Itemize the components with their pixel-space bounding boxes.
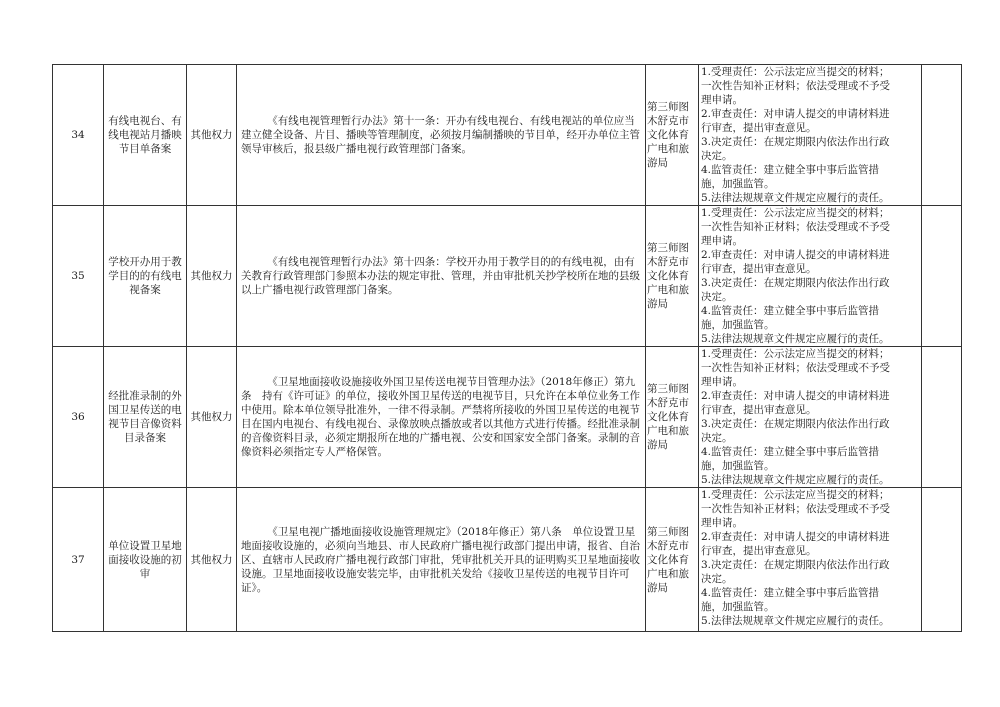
responsibility-line: 行审查，提出审查意见。 <box>701 545 817 557</box>
table-body <box>53 65 962 632</box>
responsibility-line: 理申请。 <box>701 376 743 388</box>
legal-basis-cell <box>237 488 646 632</box>
responsibility-line: 5.法律法规规章文件规定应履行的责任。 <box>701 474 890 486</box>
responsibility-line: 2.审查责任：对申请人提交的申请材料进 <box>701 531 890 543</box>
row-number-cell: 35 <box>53 206 104 347</box>
responsibility-line: 决定。 <box>701 432 733 444</box>
table-row <box>53 65 962 206</box>
remarks-cell <box>922 347 962 488</box>
power-list-table <box>52 64 962 632</box>
responsibility-line: 施，加强监管。 <box>701 460 775 472</box>
responsibility-cell <box>699 347 922 488</box>
responsibility-line: 一次性告知补正材料；依法受理或不予受 <box>701 362 890 374</box>
responsibility-line: 5.法律法规规章文件规定应履行的责任。 <box>701 333 890 345</box>
legal-basis-cell <box>237 206 646 347</box>
responsibility-line: 行审查，提出审查意见。 <box>701 122 817 134</box>
responsibility-line: 3.决定责任：在规定期限内依法作出行政 <box>701 418 890 430</box>
power-list-table-region <box>52 64 961 632</box>
responsibility-line: 2.审查责任：对申请人提交的申请材料进 <box>701 390 890 402</box>
responsibility-line: 施，加强监管。 <box>701 601 775 613</box>
responsibility-line: 行审查，提出审查意见。 <box>701 263 817 275</box>
legal-basis-text: 《卫星电视广播地面接收设施管理规定》（2018年修正）第八条 单位设置卫星地面接收设施的，必须向当地县、市人民政府广播电视行政部门提出申请，报省、自治区、直辖市人民政府广播电视行政部门审批，凭审批机关开具的证明购买卫星地面接收设施。卫星地面接收设施安装完毕，由审批机关发给《接收卫星传送的电视节目许可证》。 <box>241 525 640 594</box>
power-type-cell: 其他权力 <box>187 347 237 488</box>
table-row <box>53 206 962 347</box>
responsibility-line: 5.法律法规规章文件规定应履行的责任。 <box>701 192 890 204</box>
department-cell: 第三师图木舒克市文化体育广电和旅游局 <box>646 206 699 347</box>
responsibility-line: 5.法律法规规章文件规定应履行的责任。 <box>701 615 890 627</box>
responsibility-line: 理申请。 <box>701 517 743 529</box>
department-cell: 第三师图木舒克市文化体育广电和旅游局 <box>646 488 699 632</box>
item-name-cell: 学校开办用于教学目的的有线电视备案 <box>104 206 187 347</box>
responsibility-line: 4.监管责任：建立健全事中事后监管措 <box>701 305 880 317</box>
responsibility-line: 1.受理责任：公示法定应当提交的材料； <box>701 207 890 219</box>
row-number-cell: 37 <box>53 488 104 632</box>
responsibility-line: 施，加强监管。 <box>701 319 775 331</box>
row-number-cell: 36 <box>53 347 104 488</box>
responsibility-line: 一次性告知补正材料；依法受理或不予受 <box>701 503 890 515</box>
responsibility-line: 3.决定责任：在规定期限内依法作出行政 <box>701 559 890 571</box>
responsibility-line: 1.受理责任：公示法定应当提交的材料； <box>701 66 890 78</box>
responsibility-line: 决定。 <box>701 291 733 303</box>
responsibility-line: 2.审查责任：对申请人提交的申请材料进 <box>701 108 890 120</box>
item-name-cell: 有线电视台、有线电视站月播映节目单备案 <box>104 65 187 206</box>
responsibility-cell <box>699 488 922 632</box>
responsibility-line: 1.受理责任：公示法定应当提交的材料； <box>701 348 890 360</box>
power-type-cell: 其他权力 <box>187 488 237 632</box>
row-number-cell: 34 <box>53 65 104 206</box>
power-type-cell: 其他权力 <box>187 206 237 347</box>
responsibility-line: 一次性告知补正材料；依法受理或不予受 <box>701 80 890 92</box>
responsibility-line: 4.监管责任：建立健全事中事后监管措 <box>701 446 880 458</box>
responsibility-line: 2.审查责任：对申请人提交的申请材料进 <box>701 249 890 261</box>
legal-basis-cell <box>237 65 646 206</box>
responsibility-line: 4.监管责任：建立健全事中事后监管措 <box>701 587 880 599</box>
remarks-cell <box>922 206 962 347</box>
item-name-cell: 经批准录制的外国卫星传送的电视节目音像资料目录备案 <box>104 347 187 488</box>
responsibility-line: 4.监管责任：建立健全事中事后监管措 <box>701 164 880 176</box>
table-row <box>53 347 962 488</box>
department-cell: 第三师图木舒克市文化体育广电和旅游局 <box>646 347 699 488</box>
responsibility-line: 1.受理责任：公示法定应当提交的材料； <box>701 489 890 501</box>
responsibility-line: 3.决定责任：在规定期限内依法作出行政 <box>701 277 890 289</box>
item-name-cell: 单位设置卫星地面接收设施的初审 <box>104 488 187 632</box>
legal-basis-text: 《有线电视管理暂行办法》第十四条：学校开办用于教学目的的有线电视，由有关教育行政管理部门参照本办法的规定审批、管理，并由审批机关抄学校所在地的县级以上广播电视行政管理部门备案。 <box>241 256 640 296</box>
power-type-cell: 其他权力 <box>187 65 237 206</box>
responsibility-line: 理申请。 <box>701 94 743 106</box>
responsibility-line: 一次性告知补正材料；依法受理或不予受 <box>701 221 890 233</box>
remarks-cell <box>922 65 962 206</box>
responsibility-line: 决定。 <box>701 150 733 162</box>
responsibility-cell <box>699 65 922 206</box>
responsibility-cell <box>699 206 922 347</box>
table-row <box>53 488 962 632</box>
legal-basis-cell <box>237 347 646 488</box>
responsibility-line: 理申请。 <box>701 235 743 247</box>
responsibility-line: 施，加强监管。 <box>701 178 775 190</box>
legal-basis-text: 《卫星地面接收设施接收外国卫星传送电视节目管理办法》（2018年修正）第九条 持有《许可证》的单位，接收外国卫星传送的电视节目，只允许在本单位业务工作中使用。除本单位领导批准外，一律不得录制。严禁将所接收的外国卫星传送的电视节目在国内电视台、有线电视台、录像放映点播放或者以其他方式进行传播。经批准录制的音像资料目录，必须定期报所在地的广播电视、公安和国家安全部门备案。录制的音像资料必须指定专人严格保管。 <box>241 376 640 458</box>
responsibility-line: 决定。 <box>701 573 733 585</box>
responsibility-line: 3.决定责任：在规定期限内依法作出行政 <box>701 136 890 148</box>
responsibility-line: 行审查，提出审查意见。 <box>701 404 817 416</box>
department-cell: 第三师图木舒克市文化体育广电和旅游局 <box>646 65 699 206</box>
legal-basis-text: 《有线电视管理暂行办法》第十一条：开办有线电视台、有线电视站的单位应当建立健全设备、片目、播映等管理制度，必须按月编制播映的节目单，经开办单位主管领导审核后，报县级广播电视行政管理部门备案。 <box>241 115 640 155</box>
remarks-cell <box>922 488 962 632</box>
